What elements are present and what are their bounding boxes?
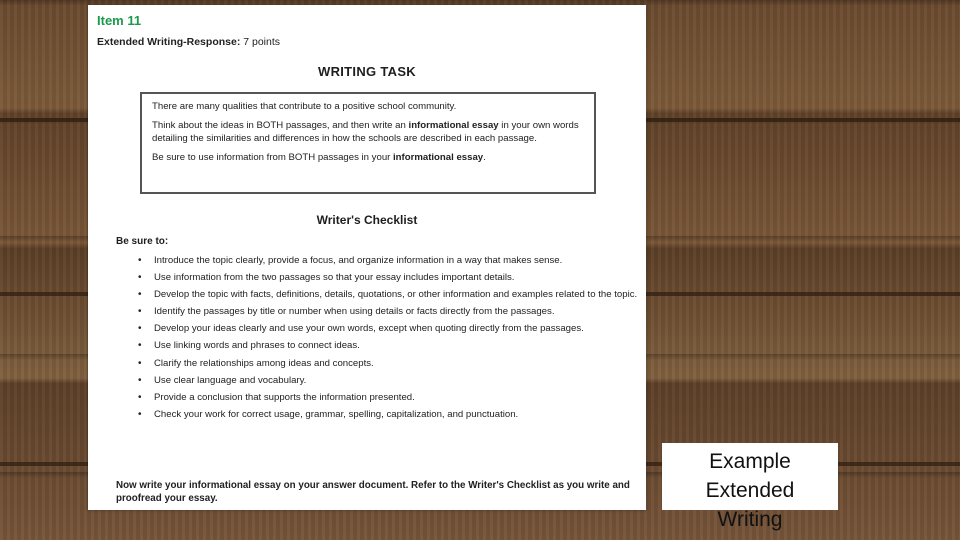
- checklist-item: [136, 392, 642, 404]
- checklist-item-text: Develop your ideas clearly and use your own words, except when quoting directly from the passages.: [154, 323, 584, 335]
- checklist-item: [136, 409, 642, 421]
- bullet-icon: •: [138, 289, 142, 301]
- checklist-item-text: Provide a conclusion that supports the information presented.: [154, 391, 415, 403]
- checklist-item: [136, 255, 642, 267]
- checklist-item: [136, 289, 642, 301]
- bullet-icon: •: [138, 340, 142, 352]
- footer-instruction: Now write your informational essay on your answer document. Refer to the Writer's Checklist as you write and proofread your essay.: [116, 480, 630, 504]
- task-p2-text: Think about the ideas in BOTH passages, and then write an: [152, 119, 409, 131]
- bullet-icon: •: [138, 374, 142, 386]
- task-p3-text: Be sure to use information from BOTH passages in your: [152, 151, 394, 163]
- bullet-icon: •: [138, 272, 142, 284]
- checklist-item: [136, 306, 642, 318]
- item-subtitle: [97, 36, 280, 48]
- checklist-item: [136, 375, 642, 387]
- bullet-icon: •: [138, 391, 142, 403]
- task-p2-text-end: in your own words detailing the similarities and differences in how the schools are described in each passage.: [152, 119, 579, 145]
- checklist-item-text: Check your work for correct usage, grammar, spelling, capitalization, and punctuation.: [154, 408, 519, 420]
- item-title: Item 11: [97, 13, 142, 28]
- task-p2-bold: informational essay: [408, 119, 499, 131]
- task-paragraph-1: There are many qualities that contribute to a positive school community.: [152, 101, 457, 112]
- be-sure-label: Be sure to:: [116, 236, 169, 247]
- subtitle-points: 7 points: [240, 36, 281, 48]
- task-prompt-box: [140, 92, 596, 194]
- caption-line-2: Extended: [705, 479, 795, 502]
- checklist-item-text: Clarify the relationships among ideas and concepts.: [154, 357, 374, 369]
- bullet-icon: •: [138, 357, 142, 369]
- writing-task-document: [88, 5, 646, 510]
- checklist: [136, 255, 642, 426]
- bullet-icon: •: [138, 408, 142, 420]
- caption-line-3: Writing: [717, 508, 783, 531]
- checklist-item-text: Identify the passages by title or number when using details or facts directly from the passages.: [154, 306, 555, 318]
- checklist-item-text: Use linking words and phrases to connect ideas.: [154, 340, 360, 352]
- checklist-item-text: Introduce the topic clearly, provide a focus, and organize information in a way that makes sense.: [154, 255, 563, 266]
- task-paragraph-2: [152, 119, 584, 146]
- subtitle-label: Extended Writing-Response:: [97, 36, 241, 48]
- checklist-item-text: Use information from the two passages so that your essay includes important details.: [154, 272, 515, 284]
- bullet-icon: •: [138, 255, 142, 266]
- task-p3-text-end: .: [483, 151, 486, 163]
- task-paragraph-3: [152, 151, 584, 165]
- checklist-item: [136, 358, 642, 370]
- checklist-heading: Writer's Checklist: [316, 213, 418, 227]
- writing-task-heading: WRITING TASK: [318, 64, 416, 79]
- checklist-item: [136, 340, 642, 352]
- checklist-item-text: Use clear language and vocabulary.: [154, 374, 307, 386]
- checklist-item-text: Develop the topic with facts, definitions, details, quotations, or other information and examples related to the topic.: [154, 289, 638, 301]
- task-p3-bold: informational essay: [393, 151, 484, 163]
- bullet-icon: •: [138, 323, 142, 335]
- checklist-item: [136, 323, 642, 335]
- caption-line-1: Example: [709, 450, 791, 473]
- slide-caption: [662, 443, 838, 531]
- bullet-icon: •: [138, 306, 142, 318]
- checklist-item: [136, 272, 642, 284]
